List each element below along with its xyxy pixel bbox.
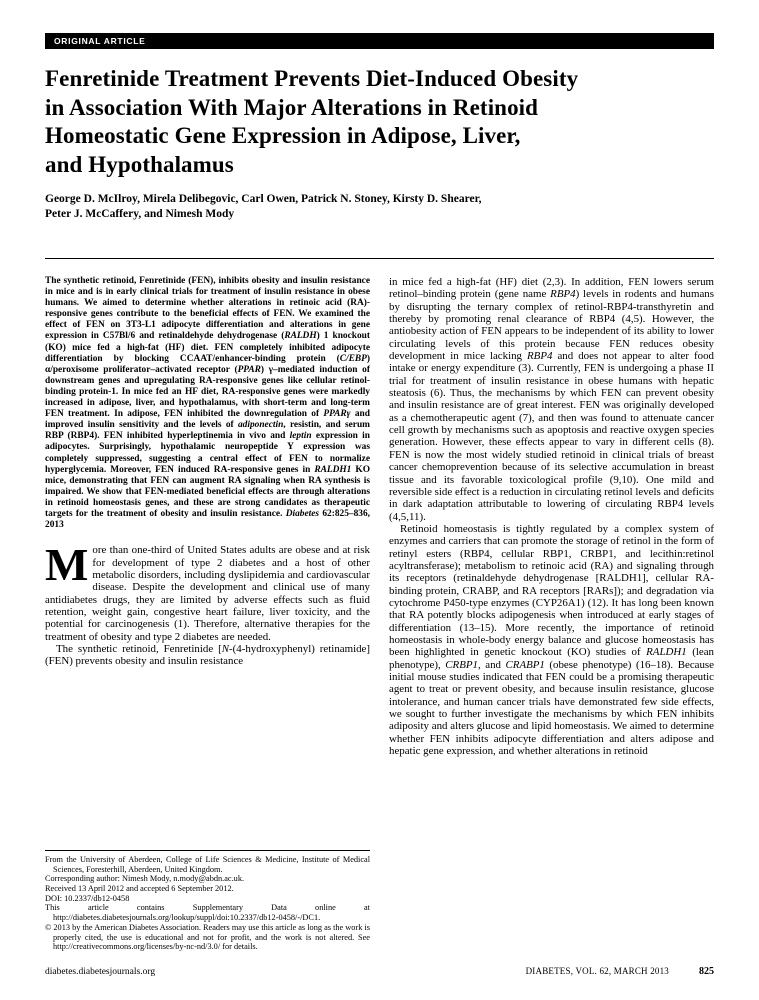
body-paragraph: in mice fed a high-fat (HF) diet (2,3). In addition, FEN lowers serum retinol–binding protein (gene name RBP4) levels in rodents and humans by disrupting the ternary complex of retinol-RBP4-transthyretin and thereby by promoting renal clearance of RBP4 (4,5). However, the antiobesity action of FEN appears to be independent of its ability to lower circulating levels of this protein because FEN reduces obesity development in mice lacking RBP4 and does not appear to alter food intake or energy expenditure (3). Currently, FEN is undergoing a phase II trial for treatment of insulin resistance in obese humans with hepatic steatosis (6). Thus, the mechanisms by which FEN can prevent obesity and insulin resistance are of great interest. FEN was originally developed as a chemotherapeutic agent (7), and then was found to attenuate cancer cell growth by mechanisms such as apoptosis and reactive oxygen species generation. However, these effects appear to vary in different cells (8). FEN is now the most widely studied retinoid in clinical trials of breast cancer chemoprevention because of its selective accumulation in breast tissue and its favorable toxicological profile (9,10). One mild and reversible side effect is a reduction in circulating retinol levels and deficits in dark adaptation attributable to lowering of circulating RBP4 levels (4,5,11). xyxy=(389,276,714,523)
title-line-2: in Association With Major Alterations in Retinoid xyxy=(45,94,539,120)
footer-journal-url: diabetes.diabetesjournals.org xyxy=(45,967,156,977)
page-footer xyxy=(45,966,714,977)
authors-line-1: George D. McIlroy, Mirela Delibegovic, Carl Owen, Patrick N. Stoney, Kirsty D. Shearer, xyxy=(45,193,482,205)
article-title xyxy=(45,65,714,179)
footer-journal-volume: DIABETES, VOL. 62, MARCH 2013 xyxy=(525,966,669,976)
footnote-corresponding-author: Corresponding author: Nimesh Mody, n.mody@abdn.ac.uk. xyxy=(45,874,245,884)
body-paragraph: Retinoid homeostasis is tightly regulated by a complex system of enzymes and carriers that can promote the storage of retinol in the form of retinyl esters (RBP4, cellular RBP1, CRBP1, and lecithin:retinol acyltransferase); metabolism to retinoic acid (RA) and signaling through its receptors (retinaldehyde dehydrogenase [RALDH1], cellular RA-binding protein, CRABP, and RA receptors [RARs]); and degradation via cytochrome P450-type enzymes (CYP26A1) (12). It has long been known that RA potently blocks adipogenesis when introduced at early stages of differentiation (13–15). More recently, the importance of retinoid homeostasis in whole-body energy balance and glucose homeostasis has been highlighted in genetic knockout (KO) studies of RALDH1 (lean phenotype), CRBP1, and CRABP1 (obese phenotype) (16–18). Because initial mouse studies indicated that FEN could be a promising therapeutic agent to treat or prevent obesity, and because insulin resistance, glucose intolerance, and human cancer trials have demonstrated few side effects, we sought to further investigate the mechanisms by which FEN inhibits adiposity and alters glucose and lipid homeostasis. We aimed to determine whether FEN inhibits adipocyte differentiation and alters adipose and hepatic gene expression, and whether alterations in retinoid xyxy=(389,522,714,758)
abstract-text: The synthetic retinoid, Fenretinide (FEN), inhibits obesity and insulin resistance in mice and is in early clinical trials for treatment of insulin resistance in obese humans. We aimed to determine whether alterations in retinoic acid (RA)-responsive genes contribute to the beneficial effects of FEN. We examined the effect of FEN on 3T3-L1 adipocyte differentiation and alterations in gene expression in C57Bl/6 and retinaldehyde dehydrogenase (RALDH) 1 knockout (KO) mice fed a high-fat (HF) diet. FEN completely inhibited adipocyte differentiation by blocking CCAAT/enhancer-binding protein (C/EBP) α/peroxisome proliferator–activated receptor (PPAR) γ–mediated induction of downstream genes and upregulating RA-responsive genes like cellular retinol-binding protein-1. In mice fed an HF diet, RA-responsive genes were markedly increased in adipose, liver, and hypothalamus, with short-term and long-term FEN treatment. In adipose, FEN inhibited the downregulation of PPARγ and improved insulin sensitivity and the levels of adiponectin, resistin, and serum RBP (RBP4). FEN inhibited hyperleptinemia in vivo and leptin expression in adipocytes. Surprisingly, hypothalamic neuropeptide Y expression was completely suppressed, suggesting a central effect of FEN to normalize hyperglycemia. Moreover, FEN induced RA-responsive genes in RALDH1 KO mice, demonstrating that FEN can augment RA signaling when RA synthesis is impaired. We show that FEN-mediated beneficial effects are through alterations in retinoid homeostasis genes, and these are strong candidates as therapeutic targets for the treatment of obesity and insulin resistance. Diabetes 62:825–836, 2013 xyxy=(45,276,370,531)
intro-paragraph xyxy=(45,539,370,643)
right-column xyxy=(389,276,714,952)
title-line-4: and Hypothalamus xyxy=(45,151,234,177)
footnote-received-accepted: Received 13 April 2012 and accepted 6 September 2012. xyxy=(45,884,234,894)
authors-line-2: Peter J. McCaffery, and Nimesh Mody xyxy=(45,208,235,220)
title-line-3: Homeostatic Gene Expression in Adipose, Liver, xyxy=(45,123,521,148)
footnote-block xyxy=(45,850,370,952)
body-paragraph: The synthetic retinoid, Fenretinide [N-(4-hydroxyphenyl) retinamide] (FEN) prevents obesity and insulin resistance xyxy=(45,642,370,668)
footnote-affiliation: From the University of Aberdeen, College of Life Sciences & Medicine, Institute of Medical Sciences, Foresterhill, Aberdeen, United Kingdom. xyxy=(45,854,370,874)
footnote-supplementary-data: This article contains Supplementary Data online at http://diabetes.diabetesjournals.org/lookup/suppl/doi:10.2337/db12-0458/-/DC1. xyxy=(45,903,370,923)
intro-paragraph-text: ore than one-third of United States adults are obese and at risk for development of type 2 diabetes and a host of other metabolic disorders, including dyslipidemia and cardiovascular disease. Despite the development and clinical use of many antidiabetes drugs, they are limited by adverse effects such as fluid retention, weight gain, congestive heart failure, liver toxicity, and the potential for carcinogenesis (1). Therefore, alternative therapies for the treatment of obesity and type 2 diabetes are needed. xyxy=(45,544,370,643)
header-divider xyxy=(45,258,714,259)
article-type-label: ORIGINAL ARTICLE xyxy=(54,36,146,46)
footnote-copyright: © 2013 by the American Diabetes Association. Readers may use this article as long as the work is properly cited, the use is educational and not for profit, and the work is not altered. See http://creativecommons.org/licenses/by-nc-nd/3.0/ for details. xyxy=(45,922,370,952)
article-body xyxy=(45,276,714,952)
title-line-1: Fenretinide Treatment Prevents Diet-Induced Obesity xyxy=(45,66,579,91)
left-column xyxy=(45,276,370,952)
footnote-doi: DOI: 10.2337/db12-0458 xyxy=(45,893,130,903)
page-number: 825 xyxy=(699,966,714,977)
dropcap-letter: M xyxy=(45,539,89,591)
author-list xyxy=(45,192,714,222)
footer-right-group xyxy=(526,966,714,977)
article-type-banner xyxy=(45,33,714,49)
